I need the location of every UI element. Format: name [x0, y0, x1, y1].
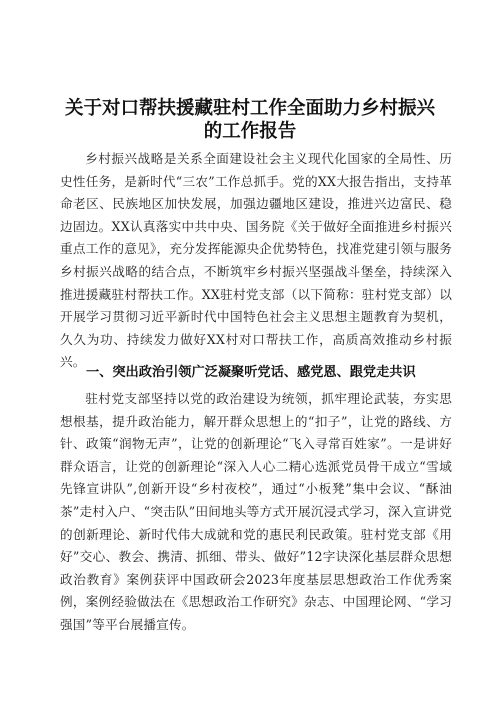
section-1-heading: 一、突出政治引领广泛凝聚听党话、感党恩、跟党走共识 [86, 365, 416, 380]
intro-paragraph: 乡村振兴战略是关系全面建设社会主义现代化国家的全局性、历史性任务，是新时代“三农”工作总抓手。党的XX大报告指出，支持革命老区、民族地区加快发展，加强边疆地区建设，推进兴边富民、稳边固边。XX认真落实中共中央、国务院《关于做好全面推进乡村振兴重点工作的意见》，充分发挥能源央企优势特色，找准党建引领与服务乡村振兴战略的结合点，不断筑牢乡村振兴坚强战斗堡垒，持续深入推进援藏驻村帮扶工作。XX驻村党支部（以下简称：驻村党支部）以开展学习贯彻习近平新时代中国特色社会主义思想主题教育为契机，久久为功、持续发力做好XX村对口帮扶工作，高质高效推动乡村振兴。 [60, 151, 452, 370]
document-title-line-1: 关于对口帮扶援藏驻村工作全面助力乡村振兴 [64, 98, 435, 119]
document-title-line-2: 的工作报告 [203, 121, 297, 142]
section-1-paragraph: 驻村党支部坚持以党的政治建设为统领，抓牢理论武装，夯实思想根基，提升政治能力，解开群众思想上的“扣子”，让党的路线、方针、政策“润物无声”，让党的创新理论“飞入寻常百姓家”。一是讲好群众语言，让党的创新理论“深入人心二精心选派党员骨干成立“雪域先锋宣讲队”,创新开设“乡村夜校”，通过“小板凳”集中会议、“酥油茶”走村入户、“突击队”田间地头等方式开展沉浸式学习，深入宣讲党的创新理论、新时代伟大成就和党的惠民利民政策。驻村党支部《用好”交心、教会、携清、抓细、带头、做好”12字诀深化基层群众思想政治教育》案例获评中国政研会2023年度基层思想政治工作优秀案例，案例经验做法在《思想政治工作研究》杂志、中国理论网、“学习强国”等平台展播宣传。 [60, 391, 452, 632]
